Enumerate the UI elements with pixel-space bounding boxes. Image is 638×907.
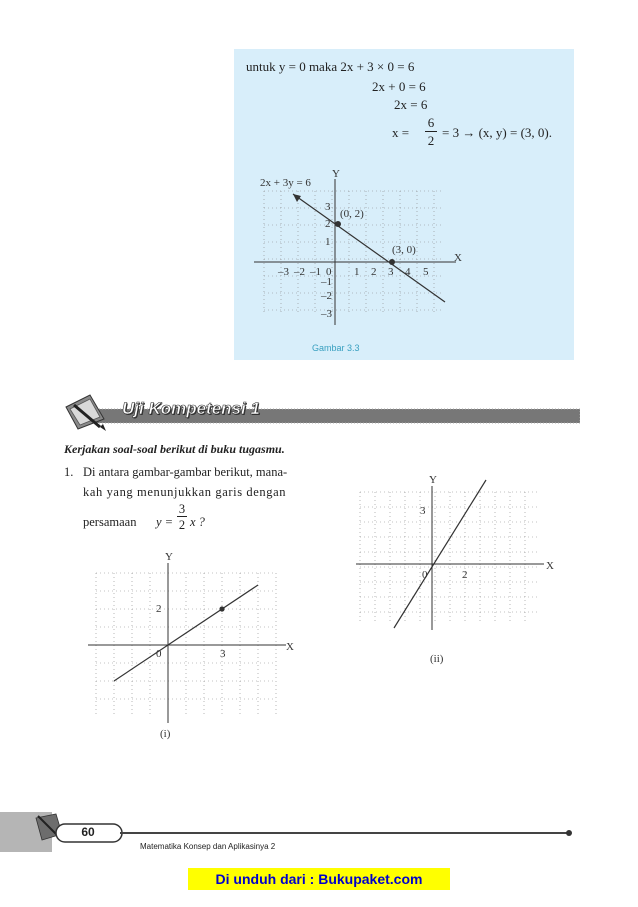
graph-caption: (ii) [430, 653, 444, 665]
y-axis-label: Y [165, 551, 173, 563]
x-tick: 2 [371, 266, 377, 278]
point-0-2 [335, 221, 341, 227]
x-axis-label: X [546, 560, 554, 572]
graph-ii [352, 472, 572, 672]
equation-fraction-denominator: 2 [178, 518, 186, 532]
point-label-3-0: (3, 0) [392, 244, 416, 256]
dotted-grid [96, 573, 276, 715]
download-source-link[interactable]: Di unduh dari : Bukupaket.com [188, 868, 450, 890]
equation-rhs: x ? [190, 515, 205, 529]
x-tick: –1 [310, 266, 321, 278]
dotted-grid [360, 492, 538, 622]
y-mark-label: 2 [156, 603, 162, 615]
section-banner [60, 393, 580, 433]
page-number: 60 [81, 825, 95, 839]
x-tick: –3 [278, 266, 289, 278]
equation-line-4-lhs: x = [392, 125, 410, 140]
x-tick: 1 [354, 266, 360, 278]
question-text-line-2: kah yang menunjukkan garis dengan [83, 485, 287, 499]
x-tick: –2 [294, 266, 305, 278]
y-axis-label: Y [332, 168, 340, 180]
y-tick: 1 [325, 236, 331, 248]
section-title: Uji Kompetensi 1 [122, 399, 260, 418]
graph-i [80, 545, 310, 745]
x-tick: 5 [423, 266, 429, 278]
x-tick: 0 [326, 266, 332, 278]
equation-line-2: 2x + 0 = 6 [372, 79, 426, 94]
y-tick: –2 [321, 290, 332, 302]
graph-line [114, 585, 258, 681]
graph-caption: (i) [160, 728, 171, 740]
x-axis-label: X [286, 641, 294, 653]
equation-fraction-numerator: 3 [178, 502, 186, 516]
example-box [234, 49, 574, 360]
graph-gambar-3-3 [234, 49, 574, 360]
origin-label: 0 [156, 648, 162, 660]
equation-line-1: untuk y = 0 maka 2x + 3 × 0 = 6 [246, 59, 415, 74]
instruction-text: Kerjakan soal-soal berikut di buku tugasmu. [64, 442, 285, 456]
point-3-0 [389, 259, 395, 265]
equation-lhs: y = [156, 515, 174, 529]
equation-label: 2x + 3y = 6 [260, 177, 311, 189]
point-label-0-2: (0, 2) [340, 208, 364, 220]
figure-caption: Gambar 3.3 [312, 343, 360, 353]
x-mark-label: 2 [462, 569, 468, 581]
point-3-2 [219, 606, 224, 611]
book-title: Matematika Konsep dan Aplikasinya 2 [140, 842, 276, 851]
origin-label: 0 [422, 569, 428, 581]
equation-line-3: 2x = 6 [394, 97, 428, 112]
line-2x-3y-6 [293, 194, 445, 302]
x-tick: 4 [405, 266, 411, 278]
arrow-head-icon [293, 194, 301, 202]
footer-dot [564, 828, 574, 838]
graph-line [394, 480, 486, 628]
x-tick: 3 [388, 266, 394, 278]
fraction-numerator: 6 [425, 115, 437, 132]
pencil-notebook-icon [66, 395, 106, 431]
footer-divider [120, 832, 570, 834]
question-text-line-1: Di antara gambar-gambar berikut, mana- [83, 465, 288, 479]
y-tick: –1 [321, 276, 332, 288]
x-axis-label: X [454, 252, 462, 264]
y-tick: 3 [325, 201, 331, 213]
question-number: 1. [64, 465, 74, 479]
question-text-line-3: persamaan [83, 515, 137, 529]
y-axis-label: Y [429, 474, 437, 486]
y-tick: 2 [325, 218, 331, 230]
x-mark-label: 3 [220, 648, 226, 660]
y-tick: –3 [321, 308, 332, 320]
equation-line-4-rhs: = 3 → (x, y) = (3, 0). [442, 125, 552, 140]
fraction-denominator: 2 [427, 133, 435, 148]
y-mark-label: 3 [420, 505, 426, 517]
